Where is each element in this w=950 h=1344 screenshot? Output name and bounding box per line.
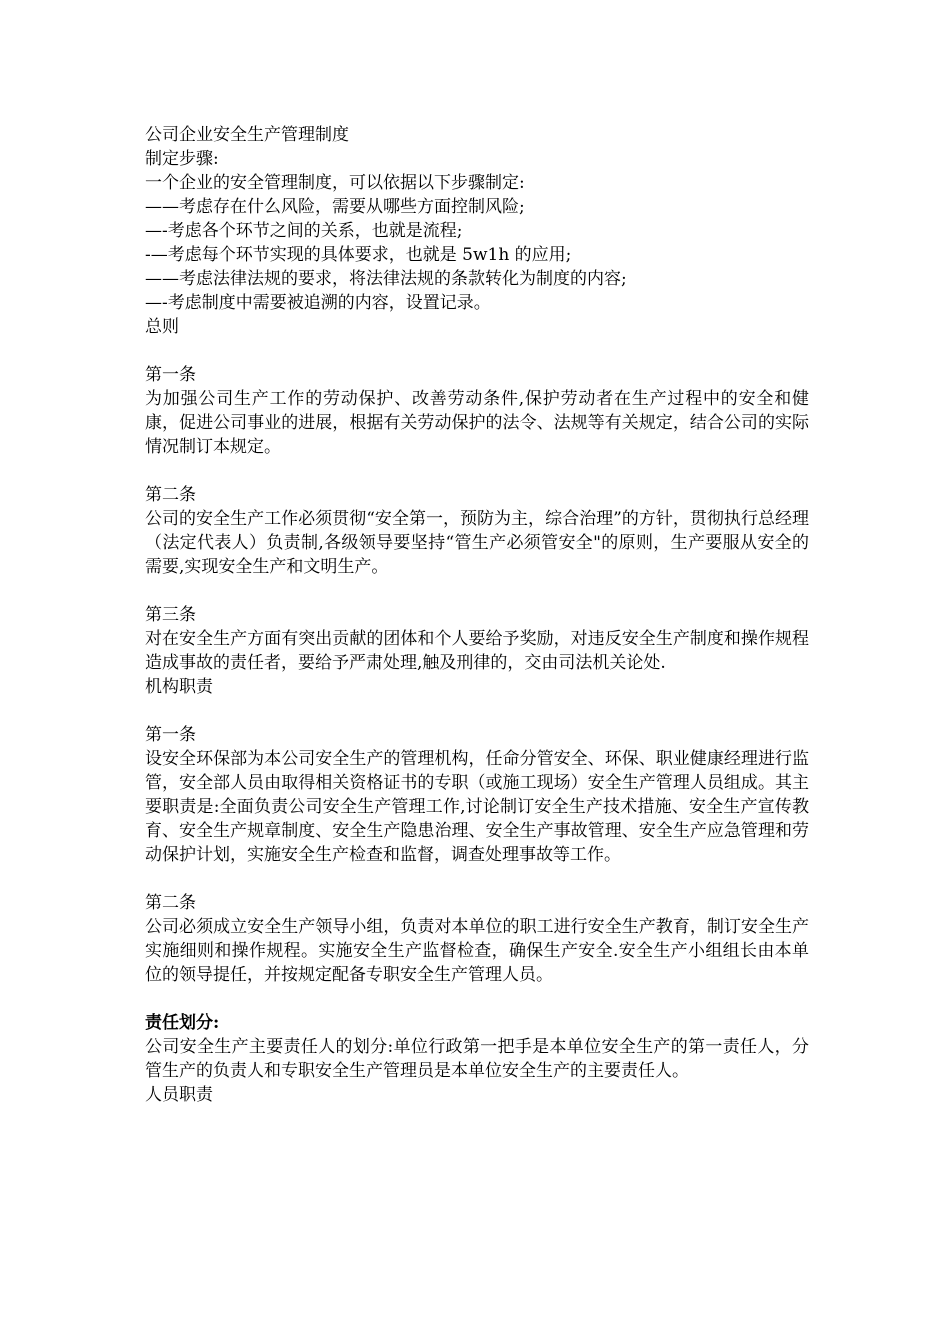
spacer xyxy=(145,579,809,603)
section-heading-personnel: 人员职责 xyxy=(145,1085,213,1105)
spacer xyxy=(145,459,809,483)
step-item: —-考虑各个环节之间的关系，也就是流程; xyxy=(145,221,463,241)
article-title: 第三条 xyxy=(145,605,196,625)
document-page xyxy=(145,123,809,1107)
article-title: 第一条 xyxy=(145,365,196,385)
step-item: ——考虑存在什么风险，需要从哪些方面控制风险; xyxy=(145,197,525,217)
document-title: 公司企业安全生产管理制度 xyxy=(145,125,349,145)
steps-heading: 制定步骤: xyxy=(145,149,219,169)
step-item: -—考虑每个环节实现的具体要求，也就是 5w1h 的应用; xyxy=(145,245,572,265)
spacer xyxy=(145,987,809,1011)
step-item: ——考虑法律法规的要求，将法律法规的条款转化为制度的内容; xyxy=(145,269,627,289)
steps-intro: 一个企业的安全管理制度，可以依据以下步骤制定: xyxy=(145,173,525,193)
spacer xyxy=(145,867,809,891)
article-body: 对在安全生产方面有突出贡献的团体和个人要给予奖励，对违反安全生产制度和操作规程造成事故的责任者，要给予严肃处理,触及刑律的，交由司法机关论处. xyxy=(145,629,809,673)
spacer xyxy=(145,699,809,723)
article-body: 公司必须成立安全生产领导小组，负责对本单位的职工进行安全生产教育，制订安全生产实施细则和操作规程。实施安全生产监督检查，确保生产安全.安全生产小组组长由本单位的领导提任，并按规定配备专职安全生产管理人员。 xyxy=(145,917,809,985)
section-heading-responsibility: 责任划分: xyxy=(145,1013,220,1033)
article-body: 为加强公司生产工作的劳动保护、改善劳动条件,保护劳动者在生产过程中的安全和健康，促进公司事业的进展，根据有关劳动保护的法令、法规等有关规定，结合公司的实际情况制订本规定。 xyxy=(145,389,809,457)
article-body: 设安全环保部为本公司安全生产的管理机构，任命分管安全、环保、职业健康经理进行监管，安全部人员由取得相关资格证书的专职（或施工现场）安全生产管理人员组成。其主要职责是:全面负责公司安全生产管理工作,讨论制订安全生产技术措施、安全生产宣传教育、安全生产规章制度、安全生产隐患治理、安全生产事故管理、安全生产应急管理和劳动保护计划，实施安全生产检查和监督，调查处理事故等工作。 xyxy=(145,749,809,865)
article-title: 第二条 xyxy=(145,485,196,505)
article-title: 第二条 xyxy=(145,893,196,913)
section-heading-org: 机构职责 xyxy=(145,677,213,697)
section-heading-general: 总则 xyxy=(145,317,179,337)
article-body: 公司的安全生产工作必须贯彻“安全第一，预防为主，综合治理”的方针，贯彻执行总经理（法定代表人）负责制,各级领导要坚持“管生产必须管安全"的原则，生产要服从安全的需要,实现安全生产和文明生产。 xyxy=(145,509,809,577)
step-item: —-考虑制度中需要被追溯的内容，设置记录。 xyxy=(145,293,491,313)
spacer xyxy=(145,339,809,363)
responsibility-body: 公司安全生产主要责任人的划分:单位行政第一把手是本单位安全生产的第一责任人，分管生产的负责人和专职安全生产管理员是本单位安全生产的主要责任人。 xyxy=(145,1037,809,1081)
article-title: 第一条 xyxy=(145,725,196,745)
